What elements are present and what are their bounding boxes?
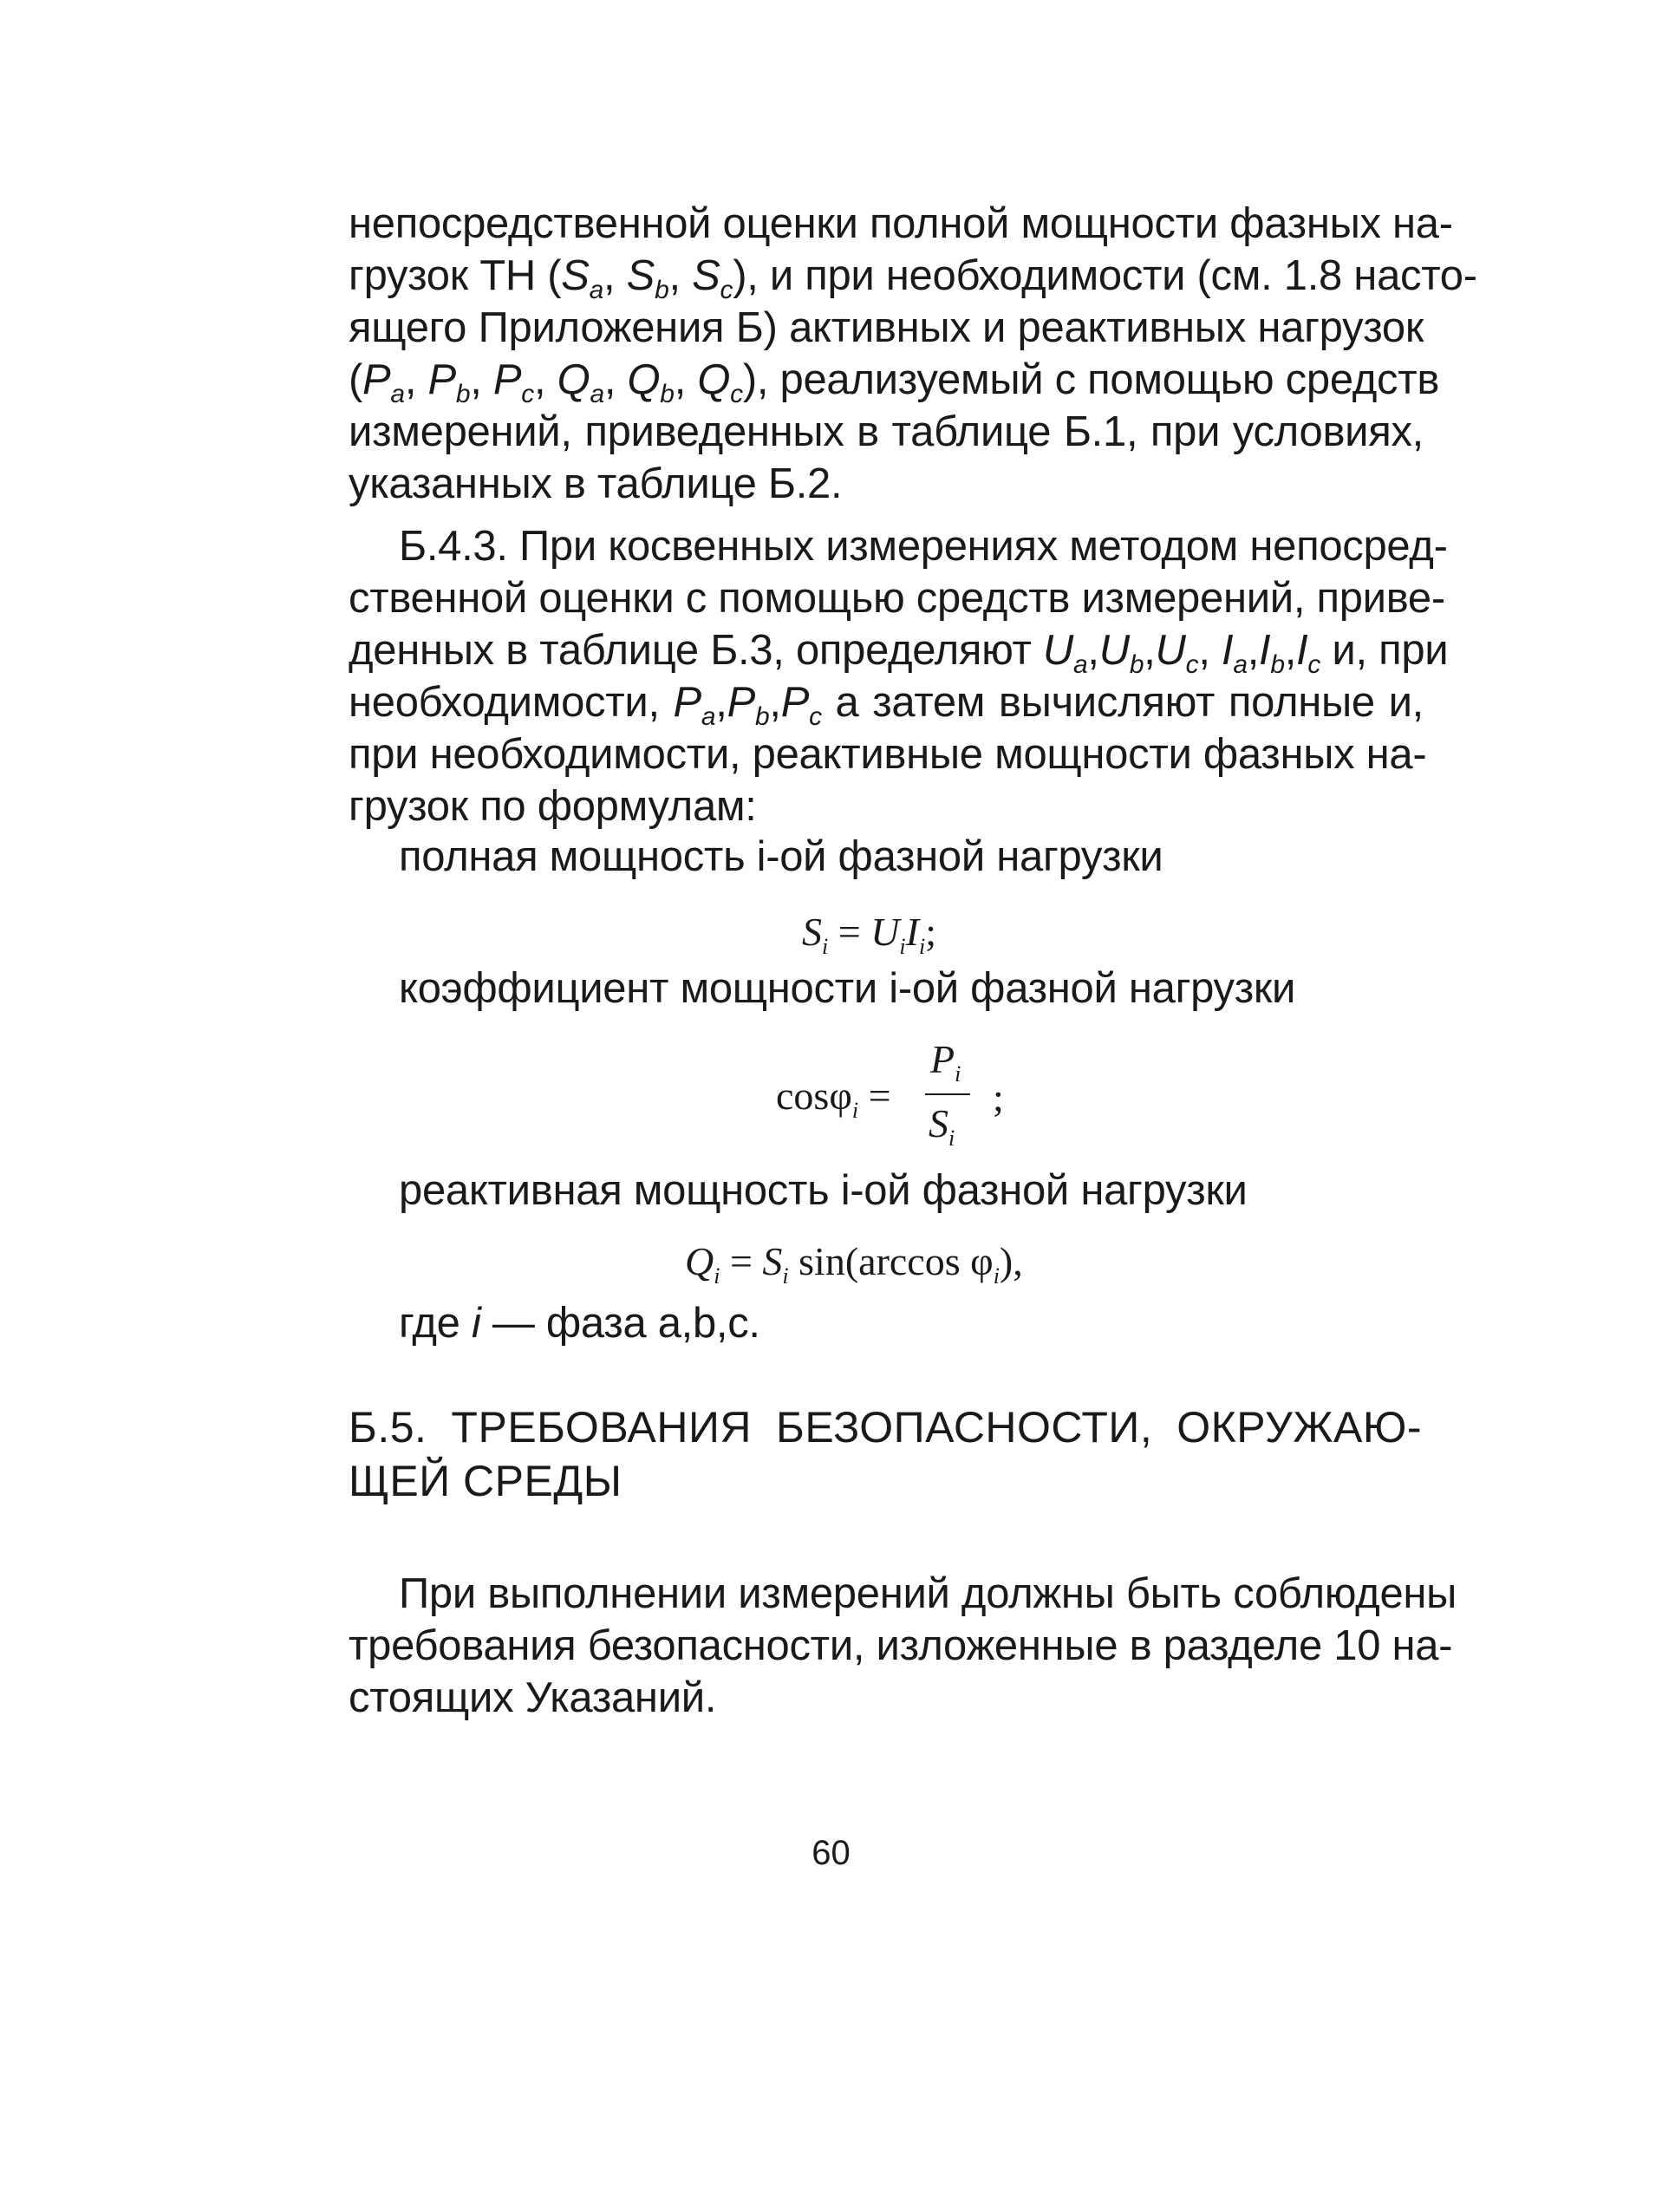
text-line: при необходимости, реактивные мощности фазных на- — [349, 731, 1427, 778]
fraction-numerator: $P_i$ — [930, 1037, 961, 1086]
text-line: необходимости, $P_a,P_b,P_c$ а затем вычисляют полные и, — [349, 679, 1424, 731]
power-factor-label: коэффициент мощности i-ой фазной нагрузки — [399, 965, 1296, 1012]
paragraph-continued — [349, 198, 1477, 510]
text-line: грузок по формулам: — [349, 783, 757, 830]
reactive-power-formula: $Q_i = S_i$ sin(arccos $\varphi_i$), — [685, 1239, 1023, 1289]
reactive-power-label: реактивная мощность i-ой фазной нагрузки — [399, 1167, 1248, 1214]
fraction-bar — [925, 1093, 970, 1095]
text-line: Б.4.3. При косвенных измерениях методом непосред- — [399, 523, 1448, 570]
text-line: грузок ТН ($S_a$, $S_b$, $S_c$), и при необходимости (см. 1.8 насто- — [349, 252, 1477, 304]
text-line: При выполнении измерений должны быть соблюдены — [399, 1570, 1457, 1617]
text-line: указанных в таблице Б.2. — [349, 460, 843, 507]
text-line: непосредственной оценки полной мощности фазных на- — [349, 200, 1453, 247]
formula-end: ; — [993, 1075, 1004, 1119]
safety-paragraph — [349, 1568, 1457, 1724]
text-line: денных в таблице Б.3, определяют $U_a,U_b,U_c$, $I_a,I_b,I_c$ и, при — [349, 627, 1449, 679]
text-line: стоящих Указаний. — [349, 1674, 717, 1721]
formula-lhs: cosφ$_i$ = — [776, 1073, 891, 1123]
heading-line: ЩЕЙ СРЕДЫ — [349, 1457, 622, 1505]
page-number: 60 — [811, 1834, 851, 1872]
paragraph-b-4-3 — [349, 520, 1449, 832]
fraction-denominator: $S_i$ — [929, 1101, 955, 1151]
text-line: требования безопасности, изложенные в разделе 10 на- — [349, 1622, 1453, 1669]
text-line: ящего Приложения Б) активных и реактивных нагрузок — [349, 304, 1424, 351]
text-line: ственной оценки с помощью средств измерений, приве- — [349, 575, 1445, 622]
section-heading — [349, 1400, 1422, 1508]
where-note: где i — фаза a,b,c. — [399, 1300, 760, 1347]
heading-line: Б.5. ТРЕБОВАНИЯ БЕЗОПАСНОСТИ, ОКРУЖАЮ- — [349, 1403, 1422, 1452]
full-power-label: полная мощность i-ой фазной нагрузки — [399, 833, 1163, 880]
text-line: измерений, приведенных в таблице Б.1, при условиях, — [349, 408, 1424, 455]
text-line: ($P_a$, $P_b$, $P_c$, $Q_a$, $Q_b$, $Q_c$), реализуемый с помощью средств — [349, 356, 1440, 408]
full-power-formula: $S_i = U_iI_i$; — [802, 910, 936, 959]
